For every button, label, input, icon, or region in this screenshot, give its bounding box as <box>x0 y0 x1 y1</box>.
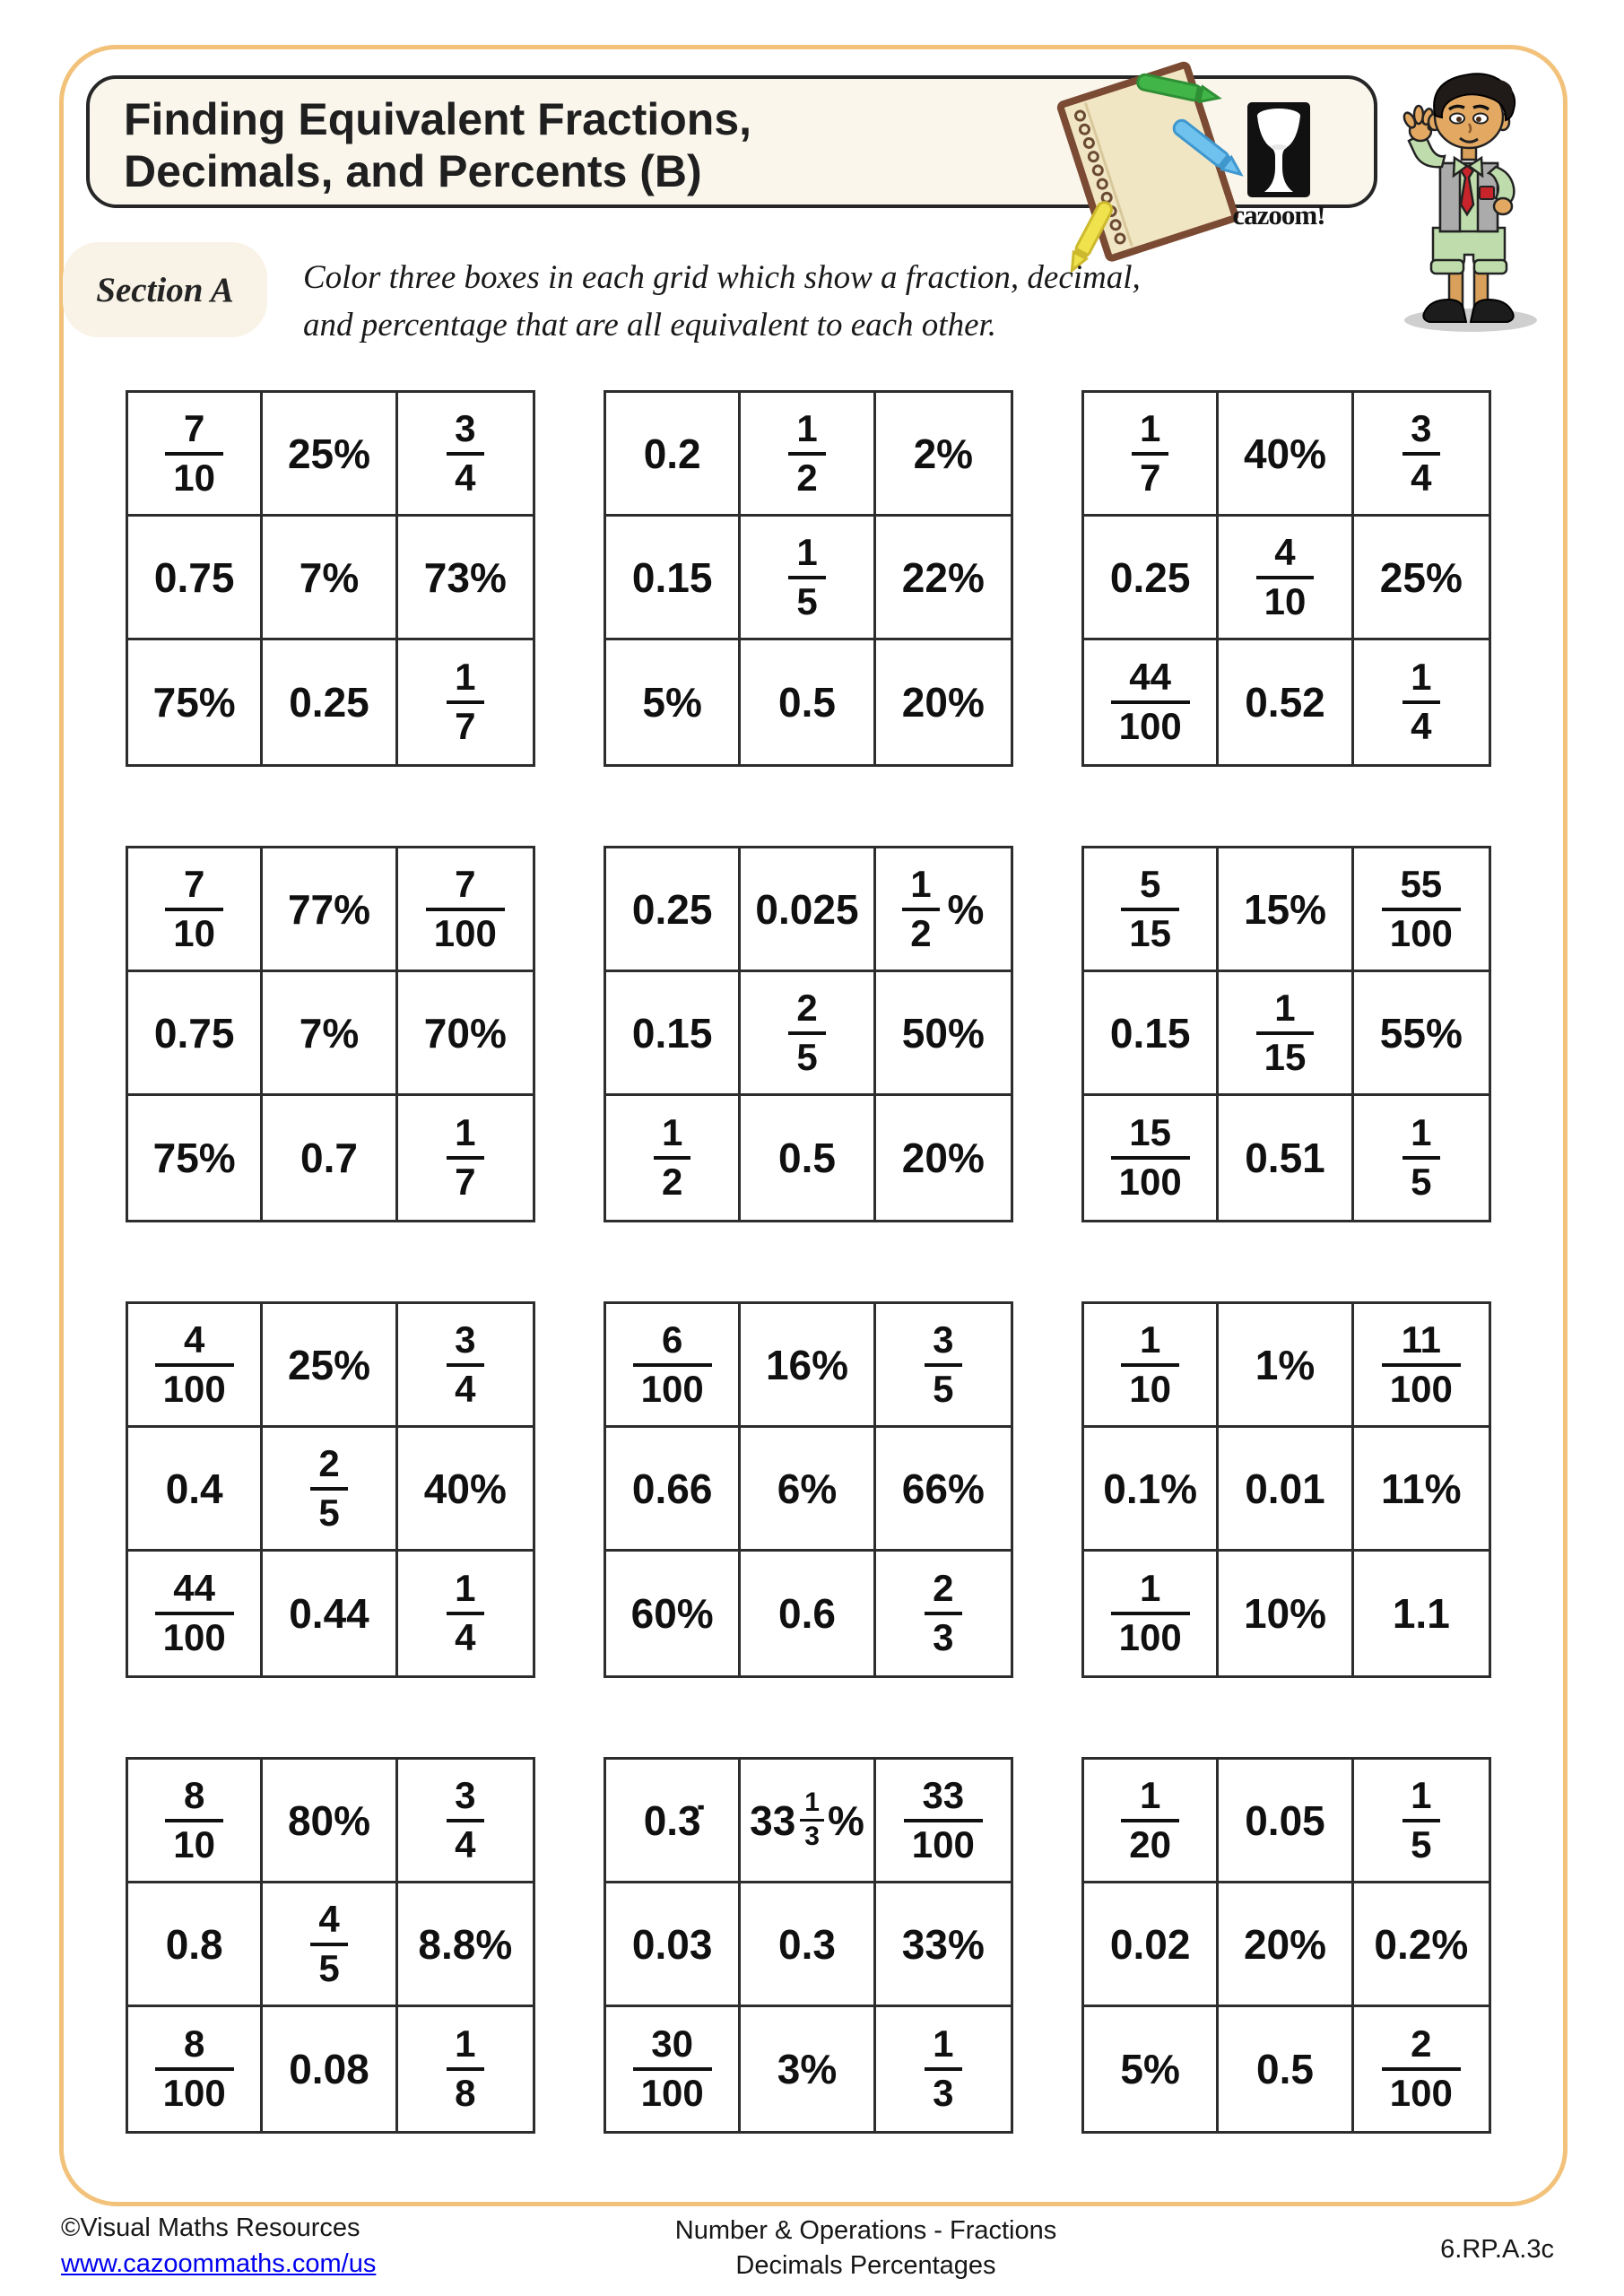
grid-cell[interactable]: 25% <box>263 1304 397 1428</box>
numerator: 1 <box>654 1113 690 1160</box>
denominator: 2 <box>796 456 818 499</box>
grid-cell[interactable] <box>128 1760 263 1883</box>
fraction <box>1403 1773 1439 1866</box>
instruction-line1: Color three boxes in each grid which show a fraction, decimal, <box>303 259 1141 296</box>
grid-cell[interactable]: 25% <box>263 393 397 517</box>
denominator: 5 <box>933 1367 954 1410</box>
equivalence-grid-3 <box>1081 390 1491 767</box>
numerator: 1 <box>800 1789 824 1822</box>
grid-cell[interactable] <box>1354 2007 1489 2131</box>
numerator: 15 <box>1111 1113 1190 1160</box>
grid-cell[interactable]: 0.52 <box>1219 640 1353 764</box>
denominator: 5 <box>318 1946 340 1989</box>
numerator: 1 <box>447 1569 483 1615</box>
fraction <box>155 1320 234 1409</box>
numerator: 33 <box>904 1776 983 1822</box>
grid-cell[interactable] <box>876 1760 1011 1883</box>
grid-cell[interactable]: 50% <box>876 972 1011 1096</box>
grid-cell[interactable]: 0.05 <box>1219 1760 1353 1883</box>
grid-cell[interactable] <box>1354 393 1489 517</box>
grid-cell[interactable]: 75% <box>128 1096 263 1220</box>
fraction <box>447 1320 483 1409</box>
grid-cell[interactable]: 40% <box>398 1428 533 1552</box>
numerator: 3 <box>447 1320 483 1367</box>
numerator: 1 <box>1132 409 1168 456</box>
denominator: 3 <box>804 1822 820 1851</box>
cazoom-logo <box>1216 102 1342 231</box>
denominator: 10 <box>173 911 216 954</box>
fraction <box>788 530 825 622</box>
fraction <box>1403 1113 1439 1202</box>
grid-cell[interactable] <box>1084 848 1219 972</box>
denominator: 7 <box>455 1161 476 1203</box>
grid-cell[interactable]: 1% <box>1219 1304 1353 1428</box>
denominator: 100 <box>1118 705 1182 747</box>
grid-cell[interactable] <box>876 2007 1011 2131</box>
grid-cell[interactable]: 60% <box>606 1552 741 1675</box>
numerator: 1 <box>902 865 939 911</box>
grid-cell[interactable]: 20% <box>1219 1883 1353 2007</box>
fraction <box>447 1113 483 1202</box>
grid-cell[interactable]: 10% <box>1219 1552 1353 1675</box>
fraction <box>1382 862 1461 954</box>
grid-cell[interactable] <box>398 640 533 764</box>
website-link[interactable]: www.cazoommaths.com/us <box>61 2249 377 2278</box>
denominator: 5 <box>1411 1161 1432 1203</box>
numerator: 3 <box>925 1320 961 1367</box>
fraction <box>165 1773 223 1866</box>
grid-cell[interactable] <box>398 2007 533 2131</box>
numerator: 44 <box>155 1569 234 1615</box>
denominator: 5 <box>318 1491 340 1534</box>
grid-cell[interactable] <box>606 1304 741 1428</box>
grid-cell[interactable]: 0.5 <box>741 1096 875 1220</box>
grid-cell[interactable] <box>128 2007 263 2131</box>
grid-cell[interactable] <box>1219 972 1353 1096</box>
numerator: 2 <box>310 1444 347 1491</box>
fraction <box>447 2024 483 2113</box>
grid-cell[interactable] <box>1084 1304 1219 1428</box>
cazoom-goblet-icon <box>1247 102 1310 197</box>
grid-cell[interactable]: 0.02 <box>1084 1883 1219 2007</box>
grid-cell[interactable]: 0.6 <box>741 1552 875 1675</box>
fraction <box>633 2024 712 2113</box>
fraction <box>165 406 223 499</box>
grid-cell[interactable] <box>741 1760 875 1883</box>
grid-cell[interactable]: 0.51 <box>1219 1096 1353 1220</box>
grid-cell[interactable]: 0.03 <box>606 1883 741 2007</box>
denominator: 10 <box>1264 579 1307 622</box>
grid-cell[interactable] <box>741 517 875 640</box>
grid-cell[interactable]: 7% <box>263 517 397 640</box>
numerator: 5 <box>1121 865 1179 911</box>
denominator: 15 <box>1264 1035 1307 1078</box>
grid-cell[interactable] <box>263 1428 397 1552</box>
section-a-label: Section A <box>96 270 234 309</box>
denominator: 20 <box>1129 1822 1172 1866</box>
grid-cell[interactable]: 70% <box>398 972 533 1096</box>
numerator: 8 <box>155 2024 234 2071</box>
equivalence-grid-9 <box>1081 1301 1491 1678</box>
grid-cell[interactable]: 0.5 <box>1219 2007 1353 2131</box>
footer-topic-line2: Decimals Percentages <box>735 2251 996 2281</box>
grid-cell[interactable]: 25% <box>1354 517 1489 640</box>
grid-cell[interactable]: 0.66 <box>606 1428 741 1552</box>
fraction <box>925 1320 961 1409</box>
cazoom-logo-text: cazoom! <box>1232 199 1325 230</box>
grid-cell[interactable]: 0.25 <box>606 848 741 972</box>
fraction <box>1121 862 1179 954</box>
denominator: 100 <box>162 2072 226 2114</box>
footer-topic-line1: Number & Operations - Fractions <box>674 2216 1057 2245</box>
numerator: 1 <box>1111 1569 1190 1615</box>
instruction-line2: and percentage that are all equivalent to each other. <box>303 306 997 344</box>
equivalence-grid-12 <box>1081 1757 1491 2134</box>
numerator: 1 <box>447 1113 483 1160</box>
grids-container <box>126 390 1491 2134</box>
grid-cell[interactable] <box>1354 848 1489 972</box>
grid-cell[interactable] <box>876 1304 1011 1428</box>
grid-cell[interactable]: 0.8 <box>128 1883 263 2007</box>
equivalence-grid-8 <box>604 1301 1013 1678</box>
fraction <box>447 406 483 499</box>
denominator: 4 <box>1411 705 1432 747</box>
grid-cell[interactable] <box>398 1304 533 1428</box>
grid-cell[interactable]: 1.1 <box>1392 1590 1450 1637</box>
grid-cell[interactable]: 40% <box>1219 393 1353 517</box>
denominator: 4 <box>455 1616 476 1658</box>
whole-number: 33 <box>750 1796 796 1844</box>
grid-cell[interactable] <box>1084 1552 1219 1675</box>
fraction <box>310 1897 347 1989</box>
grid-cell[interactable] <box>398 848 533 972</box>
grid-cell[interactable]: 0.025 <box>741 848 875 972</box>
numerator: 1 <box>1403 1113 1439 1160</box>
grid-cell[interactable] <box>1084 1760 1219 1883</box>
numerator: 7 <box>165 409 223 456</box>
numerator: 1 <box>788 533 825 579</box>
grid-cell[interactable] <box>1084 640 1219 764</box>
percent-suffix: % <box>827 1796 864 1844</box>
grid-cell[interactable]: 0.15 <box>606 517 741 640</box>
numerator: 3 <box>447 409 483 456</box>
numerator: 11 <box>1382 1320 1461 1367</box>
denominator: 4 <box>455 1822 476 1866</box>
grid-cell[interactable] <box>1219 517 1353 640</box>
grid-cell[interactable]: 0.7 <box>263 1096 397 1220</box>
fraction <box>447 657 483 746</box>
grid-cell[interactable]: 77% <box>263 848 397 972</box>
grid-cell[interactable]: 0.25 <box>1084 517 1219 640</box>
denominator: 8 <box>455 2072 476 2114</box>
numerator: 6 <box>633 1320 712 1367</box>
numerator: 3 <box>447 1776 483 1822</box>
fraction <box>1111 1569 1190 1657</box>
numerator: 30 <box>633 2024 712 2071</box>
grid-cell[interactable] <box>606 1096 741 1220</box>
grid-cell[interactable]: 2% <box>876 393 1011 517</box>
grid-cell[interactable]: 0.25 <box>263 640 397 764</box>
grid-cell[interactable]: 75% <box>128 640 263 764</box>
numerator: 7 <box>165 865 223 911</box>
grid-cell[interactable]: 5% <box>1084 2007 1219 2131</box>
denominator: 15 <box>1129 911 1172 954</box>
fraction <box>447 1773 483 1866</box>
grid-cell[interactable]: 16% <box>741 1304 875 1428</box>
denominator: 4 <box>1411 456 1432 499</box>
grid-cell[interactable] <box>876 1552 1011 1675</box>
grid-cell[interactable] <box>398 1096 533 1220</box>
equivalence-grid-11 <box>604 1757 1013 2134</box>
grid-cell[interactable] <box>876 848 1011 972</box>
denominator: 2 <box>910 911 932 954</box>
grid-cell[interactable]: 0.3̇ <box>606 1760 741 1883</box>
grid-cell[interactable] <box>1354 640 1489 764</box>
equivalence-grid-5 <box>604 846 1013 1222</box>
grid-cell[interactable]: 20% <box>901 1135 985 1181</box>
numerator: 2 <box>925 1569 961 1615</box>
numerator: 1 <box>788 409 825 456</box>
denominator: 5 <box>796 1035 818 1078</box>
fraction <box>1111 657 1190 746</box>
grid-cell[interactable]: 0.1% <box>1084 1428 1219 1552</box>
grid-cell[interactable]: 55% <box>1354 972 1489 1096</box>
denominator: 100 <box>1389 911 1453 954</box>
grid-cell[interactable]: 0.44 <box>263 1552 397 1675</box>
fraction <box>1256 530 1315 622</box>
grid-cell[interactable] <box>1354 1760 1489 1883</box>
denominator: 10 <box>1129 1367 1172 1410</box>
grid-cell[interactable]: 0.2% <box>1354 1883 1489 2007</box>
numerator: 8 <box>165 1776 223 1822</box>
grid-cell[interactable] <box>128 848 263 972</box>
denominator: 4 <box>455 456 476 499</box>
equivalence-grid-4 <box>126 846 535 1222</box>
numerator: 7 <box>426 865 505 911</box>
grid-cell[interactable] <box>1354 1304 1489 1428</box>
grid-cell[interactable]: 0.08 <box>263 2007 397 2131</box>
grid-cell[interactable] <box>398 1760 533 1883</box>
fraction <box>1382 1320 1461 1409</box>
equivalence-grid-10 <box>126 1757 535 2134</box>
grid-cell[interactable]: 0.15 <box>606 972 741 1096</box>
grid-cell[interactable]: 3% <box>741 2007 875 2131</box>
grid-cell[interactable]: 0.2 <box>606 393 741 517</box>
fraction <box>1121 1773 1179 1866</box>
fraction <box>1121 1320 1179 1409</box>
numerator: 4 <box>310 1900 347 1946</box>
schoolboy-mascot-illustration <box>1379 52 1550 339</box>
grid-cell[interactable] <box>398 393 533 517</box>
grid-cell[interactable] <box>606 2007 741 2131</box>
denominator: 100 <box>1389 1367 1453 1410</box>
numerator: 4 <box>155 1320 234 1367</box>
numerator: 1 <box>1403 657 1439 704</box>
grid-cell[interactable]: 6% <box>741 1428 875 1552</box>
grid-cell[interactable] <box>398 1552 533 1675</box>
denominator: 2 <box>661 1161 683 1203</box>
denominator: 7 <box>455 705 476 747</box>
denominator: 3 <box>933 2072 954 2114</box>
fraction <box>1382 2024 1461 2113</box>
grid-cell[interactable]: 0.5 <box>741 640 875 764</box>
fraction <box>788 988 825 1077</box>
fraction <box>633 1320 712 1409</box>
grid-cell[interactable] <box>1354 1096 1489 1220</box>
grid-cell[interactable]: 20% <box>901 679 985 726</box>
grid-cell[interactable] <box>741 972 875 1096</box>
fraction <box>1111 1113 1190 1202</box>
denominator: 100 <box>640 2072 704 2114</box>
denominator: 100 <box>433 911 497 954</box>
fraction <box>902 862 939 954</box>
section-a-badge <box>63 242 267 337</box>
equivalence-grid-1 <box>126 390 535 767</box>
numerator: 1 <box>447 657 483 704</box>
fraction <box>925 2024 961 2113</box>
equivalence-grid-6 <box>1081 846 1491 1222</box>
numerator: 3 <box>1403 409 1439 456</box>
percent-suffix: % <box>947 885 985 933</box>
denominator: 100 <box>162 1367 226 1410</box>
denominator: 10 <box>173 456 216 499</box>
fraction <box>925 1569 961 1657</box>
numerator: 44 <box>1111 657 1190 704</box>
denominator: 10 <box>173 1822 216 1866</box>
fraction <box>1132 406 1168 499</box>
grid-cell[interactable] <box>128 393 263 517</box>
grid-cell[interactable]: 66% <box>876 1428 1011 1552</box>
fraction <box>788 406 825 499</box>
numerator: 1 <box>1256 988 1315 1035</box>
page-title-line2: Decimals, and Percents (B) <box>124 146 702 196</box>
numerator: 4 <box>1256 533 1315 579</box>
grid-cell[interactable] <box>1084 1096 1219 1220</box>
grid-cell[interactable]: 15% <box>1219 848 1353 972</box>
grid-cell[interactable]: 0.75 <box>128 517 263 640</box>
grid-cell[interactable]: 0.3 <box>741 1883 875 2007</box>
numerator: 1 <box>925 2024 961 2071</box>
grid-cell[interactable]: 0.01 <box>1219 1428 1353 1552</box>
equivalence-grid-7 <box>126 1301 535 1678</box>
grid-cell[interactable]: 0.15 <box>1084 972 1219 1096</box>
fraction <box>447 1569 483 1657</box>
fraction <box>800 1789 824 1850</box>
fraction <box>155 1569 234 1657</box>
fraction <box>426 862 505 954</box>
grid-cell[interactable] <box>263 1883 397 2007</box>
section-a-instruction <box>303 255 1141 349</box>
grid-cell[interactable] <box>1084 393 1219 517</box>
numerator: 2 <box>788 988 825 1035</box>
grid-cell[interactable]: 73% <box>398 517 533 640</box>
numerator: 1 <box>1121 1776 1179 1822</box>
grid-cell[interactable]: 8.8% <box>398 1883 533 2007</box>
denominator: 5 <box>1411 1822 1432 1866</box>
equivalence-grid-2 <box>604 390 1013 767</box>
denominator: 100 <box>1118 1161 1182 1203</box>
grid-cell[interactable]: 11% <box>1354 1428 1489 1552</box>
fraction <box>904 1773 983 1866</box>
denominator: 100 <box>162 1616 226 1658</box>
numerator: 2 <box>1382 2024 1461 2071</box>
numerator: 55 <box>1382 865 1461 911</box>
denominator: 100 <box>640 1367 704 1410</box>
fraction <box>1256 988 1315 1077</box>
standard-code: 6.RP.A.3c <box>1440 2235 1554 2264</box>
grid-cell[interactable]: 7% <box>263 972 397 1096</box>
grid-cell[interactable]: 0.75 <box>128 972 263 1096</box>
grid-cell[interactable] <box>128 1552 263 1675</box>
denominator: 7 <box>1139 456 1161 499</box>
grid-cell[interactable]: 22% <box>876 517 1011 640</box>
fraction <box>654 1113 690 1202</box>
footer-topic <box>108 2213 1624 2283</box>
fraction <box>165 862 223 954</box>
denominator: 4 <box>455 1367 476 1410</box>
numerator: 1 <box>1403 1776 1439 1822</box>
fraction <box>310 1441 347 1534</box>
denominator: 3 <box>933 1616 954 1658</box>
grid-cell[interactable]: 33% <box>876 1883 1011 2007</box>
numerator: 1 <box>447 2024 483 2071</box>
grid-cell[interactable]: 5% <box>606 640 741 764</box>
page-title-line1: Finding Equivalent Fractions, <box>124 94 752 144</box>
fraction <box>155 2024 234 2113</box>
copyright-text: ©Visual Maths Resources <box>61 2213 360 2242</box>
denominator: 100 <box>911 1822 975 1866</box>
grid-cell[interactable]: 0.4 <box>128 1428 263 1552</box>
denominator: 5 <box>796 579 818 622</box>
denominator: 100 <box>1389 2072 1453 2114</box>
grid-cell[interactable]: 80% <box>263 1760 397 1883</box>
grid-cell[interactable] <box>741 393 875 517</box>
denominator: 100 <box>1118 1616 1182 1658</box>
page-title <box>124 93 751 197</box>
fraction <box>1403 406 1439 499</box>
grid-cell[interactable] <box>128 1304 263 1428</box>
fraction <box>1403 657 1439 746</box>
numerator: 1 <box>1121 1320 1179 1367</box>
